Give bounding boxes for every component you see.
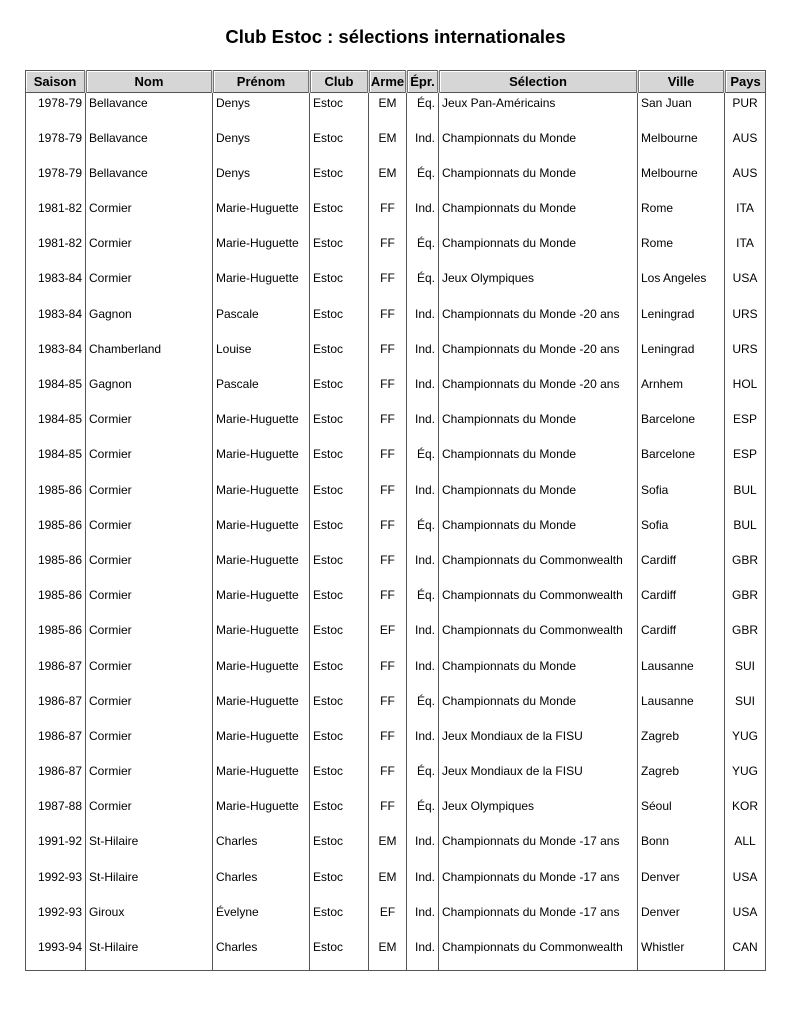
cell-pays: ESP <box>725 409 766 444</box>
cell-prenom: Marie-Huguette <box>213 233 310 268</box>
cell-arme: EM <box>369 163 407 198</box>
cell-club: Estoc <box>310 937 369 970</box>
table-row <box>26 620 766 655</box>
table-row <box>26 585 766 620</box>
table-row <box>26 867 766 902</box>
cell-arme: FF <box>369 761 407 796</box>
table-row <box>26 268 766 303</box>
table-row <box>26 691 766 726</box>
cell-saison: 1978-79 <box>26 128 86 163</box>
cell-arme: FF <box>369 480 407 515</box>
cell-prenom: Marie-Huguette <box>213 515 310 550</box>
cell-nom: Bellavance <box>86 128 213 163</box>
cell-ville: Lausanne <box>638 656 725 691</box>
cell-pays: CAN <box>725 937 766 970</box>
table-row <box>26 550 766 585</box>
cell-nom: Cormier <box>86 550 213 585</box>
cell-club: Estoc <box>310 691 369 726</box>
cell-saison: 1981-82 <box>26 233 86 268</box>
cell-club: Estoc <box>310 93 369 128</box>
cell-club: Estoc <box>310 374 369 409</box>
cell-saison: 1985-86 <box>26 480 86 515</box>
cell-nom: St-Hilaire <box>86 867 213 902</box>
cell-club: Estoc <box>310 515 369 550</box>
cell-pays: HOL <box>725 374 766 409</box>
cell-pays: ITA <box>725 233 766 268</box>
cell-epreuve: Ind. <box>407 726 439 761</box>
table-row <box>26 409 766 444</box>
cell-nom: Cormier <box>86 761 213 796</box>
cell-saison: 1983-84 <box>26 268 86 303</box>
cell-selection: Championnats du Monde -17 ans <box>439 867 638 902</box>
cell-prenom: Pascale <box>213 374 310 409</box>
cell-pays: PUR <box>725 93 766 128</box>
cell-selection: Jeux Mondiaux de la FISU <box>439 761 638 796</box>
cell-epreuve: Éq. <box>407 691 439 726</box>
cell-saison: 1984-85 <box>26 374 86 409</box>
table-row <box>26 831 766 866</box>
table-row <box>26 761 766 796</box>
cell-ville: Whistler <box>638 937 725 970</box>
cell-saison: 1986-87 <box>26 761 86 796</box>
cell-arme: FF <box>369 656 407 691</box>
cell-arme: FF <box>369 691 407 726</box>
cell-selection: Championnats du Monde <box>439 480 638 515</box>
cell-club: Estoc <box>310 480 369 515</box>
cell-ville: Denver <box>638 902 725 937</box>
cell-epreuve: Ind. <box>407 550 439 585</box>
cell-prenom: Denys <box>213 163 310 198</box>
table-row <box>26 128 766 163</box>
cell-club: Estoc <box>310 656 369 691</box>
cell-nom: Cormier <box>86 796 213 831</box>
cell-selection: Championnats du Monde -20 ans <box>439 374 638 409</box>
cell-selection: Jeux Olympiques <box>439 268 638 303</box>
cell-ville: Barcelone <box>638 444 725 479</box>
cell-ville: Cardiff <box>638 585 725 620</box>
cell-saison: 1984-85 <box>26 409 86 444</box>
cell-pays: GBR <box>725 620 766 655</box>
cell-club: Estoc <box>310 796 369 831</box>
cell-arme: FF <box>369 198 407 233</box>
table-row <box>26 515 766 550</box>
cell-prenom: Marie-Huguette <box>213 268 310 303</box>
column-header-selection: Sélection <box>439 71 638 93</box>
cell-selection: Jeux Olympiques <box>439 796 638 831</box>
table-row <box>26 796 766 831</box>
table-row <box>26 304 766 339</box>
cell-club: Estoc <box>310 128 369 163</box>
cell-arme: FF <box>369 339 407 374</box>
cell-ville: Rome <box>638 233 725 268</box>
cell-selection: Jeux Pan-Américains <box>439 93 638 128</box>
cell-prenom: Charles <box>213 937 310 970</box>
cell-saison: 1985-86 <box>26 550 86 585</box>
cell-club: Estoc <box>310 620 369 655</box>
cell-selection: Championnats du Commonwealth <box>439 585 638 620</box>
cell-club: Estoc <box>310 233 369 268</box>
cell-prenom: Denys <box>213 128 310 163</box>
cell-prenom: Louise <box>213 339 310 374</box>
cell-epreuve: Ind. <box>407 656 439 691</box>
cell-arme: EM <box>369 93 407 128</box>
cell-selection: Championnats du Commonwealth <box>439 620 638 655</box>
cell-prenom: Marie-Huguette <box>213 761 310 796</box>
cell-pays: URS <box>725 304 766 339</box>
cell-ville: Zagreb <box>638 726 725 761</box>
cell-pays: ITA <box>725 198 766 233</box>
cell-arme: EM <box>369 128 407 163</box>
cell-prenom: Marie-Huguette <box>213 656 310 691</box>
table-row <box>26 339 766 374</box>
cell-pays: SUI <box>725 691 766 726</box>
cell-saison: 1978-79 <box>26 163 86 198</box>
cell-arme: FF <box>369 374 407 409</box>
cell-ville: Cardiff <box>638 550 725 585</box>
cell-arme: EF <box>369 620 407 655</box>
cell-epreuve: Ind. <box>407 409 439 444</box>
cell-prenom: Marie-Huguette <box>213 409 310 444</box>
cell-selection: Championnats du Commonwealth <box>439 550 638 585</box>
cell-arme: FF <box>369 550 407 585</box>
cell-arme: FF <box>369 515 407 550</box>
page-title: Club Estoc : sélections internationales <box>225 26 566 47</box>
cell-saison: 1985-86 <box>26 620 86 655</box>
cell-arme: FF <box>369 444 407 479</box>
cell-pays: USA <box>725 867 766 902</box>
cell-saison: 1984-85 <box>26 444 86 479</box>
cell-ville: Melbourne <box>638 128 725 163</box>
cell-club: Estoc <box>310 339 369 374</box>
cell-prenom: Marie-Huguette <box>213 444 310 479</box>
table-row <box>26 726 766 761</box>
cell-epreuve: Éq. <box>407 444 439 479</box>
cell-saison: 1983-84 <box>26 339 86 374</box>
cell-pays: URS <box>725 339 766 374</box>
cell-saison: 1986-87 <box>26 656 86 691</box>
cell-arme: FF <box>369 233 407 268</box>
cell-saison: 1978-79 <box>26 93 86 128</box>
cell-ville: Rome <box>638 198 725 233</box>
cell-epreuve: Ind. <box>407 304 439 339</box>
cell-epreuve: Éq. <box>407 163 439 198</box>
cell-epreuve: Ind. <box>407 339 439 374</box>
cell-prenom: Charles <box>213 867 310 902</box>
cell-prenom: Marie-Huguette <box>213 796 310 831</box>
cell-ville: Cardiff <box>638 620 725 655</box>
table-row <box>26 902 766 937</box>
column-header-saison: Saison <box>26 71 86 93</box>
column-header-club: Club <box>310 71 369 93</box>
cell-epreuve: Éq. <box>407 515 439 550</box>
cell-ville: Bonn <box>638 831 725 866</box>
cell-selection: Championnats du Monde <box>439 128 638 163</box>
cell-prenom: Marie-Huguette <box>213 691 310 726</box>
cell-prenom: Marie-Huguette <box>213 198 310 233</box>
column-header-epreuve: Épr. <box>407 71 439 93</box>
cell-nom: Cormier <box>86 198 213 233</box>
cell-nom: Cormier <box>86 233 213 268</box>
cell-epreuve: Ind. <box>407 937 439 970</box>
cell-saison: 1993-94 <box>26 937 86 970</box>
cell-ville: Los Angeles <box>638 268 725 303</box>
cell-epreuve: Ind. <box>407 374 439 409</box>
cell-prenom: Denys <box>213 93 310 128</box>
cell-nom: Cormier <box>86 515 213 550</box>
cell-club: Estoc <box>310 304 369 339</box>
cell-selection: Championnats du Monde -17 ans <box>439 831 638 866</box>
cell-ville: Melbourne <box>638 163 725 198</box>
cell-pays: ALL <box>725 831 766 866</box>
cell-selection: Championnats du Monde <box>439 409 638 444</box>
cell-pays: ESP <box>725 444 766 479</box>
cell-arme: FF <box>369 585 407 620</box>
cell-ville: San Juan <box>638 93 725 128</box>
cell-arme: FF <box>369 268 407 303</box>
cell-epreuve: Éq. <box>407 233 439 268</box>
cell-saison: 1981-82 <box>26 198 86 233</box>
column-header-ville: Ville <box>638 71 725 93</box>
cell-saison: 1986-87 <box>26 726 86 761</box>
cell-pays: USA <box>725 902 766 937</box>
cell-pays: SUI <box>725 656 766 691</box>
cell-selection: Championnats du Monde <box>439 163 638 198</box>
cell-club: Estoc <box>310 163 369 198</box>
cell-epreuve: Ind. <box>407 198 439 233</box>
cell-club: Estoc <box>310 585 369 620</box>
table-row <box>26 444 766 479</box>
cell-arme: FF <box>369 304 407 339</box>
cell-prenom: Marie-Huguette <box>213 585 310 620</box>
cell-saison: 1985-86 <box>26 515 86 550</box>
cell-nom: St-Hilaire <box>86 937 213 970</box>
cell-club: Estoc <box>310 268 369 303</box>
cell-nom: St-Hilaire <box>86 831 213 866</box>
cell-arme: FF <box>369 796 407 831</box>
cell-epreuve: Ind. <box>407 480 439 515</box>
cell-nom: Cormier <box>86 268 213 303</box>
cell-nom: Cormier <box>86 444 213 479</box>
cell-selection: Jeux Mondiaux de la FISU <box>439 726 638 761</box>
cell-selection: Championnats du Monde <box>439 233 638 268</box>
cell-pays: YUG <box>725 761 766 796</box>
cell-ville: Denver <box>638 867 725 902</box>
cell-prenom: Pascale <box>213 304 310 339</box>
cell-ville: Zagreb <box>638 761 725 796</box>
cell-nom: Cormier <box>86 691 213 726</box>
cell-ville: Leningrad <box>638 339 725 374</box>
cell-nom: Cormier <box>86 726 213 761</box>
cell-ville: Séoul <box>638 796 725 831</box>
cell-nom: Cormier <box>86 480 213 515</box>
cell-prenom: Marie-Huguette <box>213 480 310 515</box>
cell-club: Estoc <box>310 726 369 761</box>
cell-arme: EF <box>369 902 407 937</box>
cell-arme: EM <box>369 867 407 902</box>
cell-nom: Cormier <box>86 585 213 620</box>
cell-selection: Championnats du Commonwealth <box>439 937 638 970</box>
cell-pays: GBR <box>725 550 766 585</box>
table-row <box>26 656 766 691</box>
cell-prenom: Marie-Huguette <box>213 726 310 761</box>
cell-club: Estoc <box>310 198 369 233</box>
cell-club: Estoc <box>310 831 369 866</box>
table-row <box>26 198 766 233</box>
cell-club: Estoc <box>310 409 369 444</box>
cell-ville: Sofia <box>638 515 725 550</box>
cell-selection: Championnats du Monde <box>439 656 638 691</box>
selections-table <box>25 70 766 971</box>
cell-pays: BUL <box>725 515 766 550</box>
table-row <box>26 233 766 268</box>
cell-selection: Championnats du Monde <box>439 444 638 479</box>
cell-epreuve: Éq. <box>407 761 439 796</box>
table-body <box>26 93 766 971</box>
cell-ville: Lausanne <box>638 691 725 726</box>
cell-epreuve: Ind. <box>407 867 439 902</box>
cell-ville: Barcelone <box>638 409 725 444</box>
cell-saison: 1985-86 <box>26 585 86 620</box>
cell-pays: USA <box>725 268 766 303</box>
table-row <box>26 480 766 515</box>
cell-saison: 1992-93 <box>26 867 86 902</box>
table-row <box>26 163 766 198</box>
cell-arme: FF <box>369 409 407 444</box>
cell-saison: 1992-93 <box>26 902 86 937</box>
cell-selection: Championnats du Monde -20 ans <box>439 339 638 374</box>
cell-club: Estoc <box>310 867 369 902</box>
cell-selection: Championnats du Monde <box>439 515 638 550</box>
cell-club: Estoc <box>310 761 369 796</box>
cell-prenom: Charles <box>213 831 310 866</box>
column-header-pays: Pays <box>725 71 766 93</box>
cell-epreuve: Ind. <box>407 902 439 937</box>
cell-epreuve: Éq. <box>407 796 439 831</box>
cell-pays: AUS <box>725 128 766 163</box>
cell-selection: Championnats du Monde <box>439 691 638 726</box>
cell-club: Estoc <box>310 444 369 479</box>
cell-nom: Chamberland <box>86 339 213 374</box>
cell-arme: EM <box>369 831 407 866</box>
table-row <box>26 374 766 409</box>
cell-epreuve: Éq. <box>407 268 439 303</box>
cell-epreuve: Ind. <box>407 620 439 655</box>
cell-pays: BUL <box>725 480 766 515</box>
column-header-nom: Nom <box>86 71 213 93</box>
header-row <box>26 71 766 93</box>
cell-nom: Cormier <box>86 620 213 655</box>
cell-nom: Cormier <box>86 409 213 444</box>
cell-nom: Giroux <box>86 902 213 937</box>
cell-ville: Sofia <box>638 480 725 515</box>
cell-saison: 1991-92 <box>26 831 86 866</box>
cell-ville: Leningrad <box>638 304 725 339</box>
cell-epreuve: Ind. <box>407 831 439 866</box>
column-header-prenom: Prénom <box>213 71 310 93</box>
cell-epreuve: Éq. <box>407 585 439 620</box>
cell-pays: KOR <box>725 796 766 831</box>
cell-arme: EM <box>369 937 407 970</box>
cell-prenom: Marie-Huguette <box>213 550 310 585</box>
cell-nom: Bellavance <box>86 93 213 128</box>
cell-saison: 1983-84 <box>26 304 86 339</box>
cell-arme: FF <box>369 726 407 761</box>
cell-selection: Championnats du Monde -17 ans <box>439 902 638 937</box>
cell-saison: 1986-87 <box>26 691 86 726</box>
cell-nom: Cormier <box>86 656 213 691</box>
cell-saison: 1987-88 <box>26 796 86 831</box>
cell-epreuve: Ind. <box>407 128 439 163</box>
column-header-arme: Arme <box>369 71 407 93</box>
cell-ville: Arnhem <box>638 374 725 409</box>
cell-nom: Gagnon <box>86 374 213 409</box>
cell-pays: GBR <box>725 585 766 620</box>
cell-pays: AUS <box>725 163 766 198</box>
cell-nom: Gagnon <box>86 304 213 339</box>
cell-club: Estoc <box>310 550 369 585</box>
cell-club: Estoc <box>310 902 369 937</box>
cell-pays: YUG <box>725 726 766 761</box>
cell-nom: Bellavance <box>86 163 213 198</box>
cell-prenom: Marie-Huguette <box>213 620 310 655</box>
table-row <box>26 93 766 128</box>
table-row <box>26 937 766 970</box>
cell-selection: Championnats du Monde <box>439 198 638 233</box>
cell-prenom: Évelyne <box>213 902 310 937</box>
cell-epreuve: Éq. <box>407 93 439 128</box>
cell-selection: Championnats du Monde -20 ans <box>439 304 638 339</box>
